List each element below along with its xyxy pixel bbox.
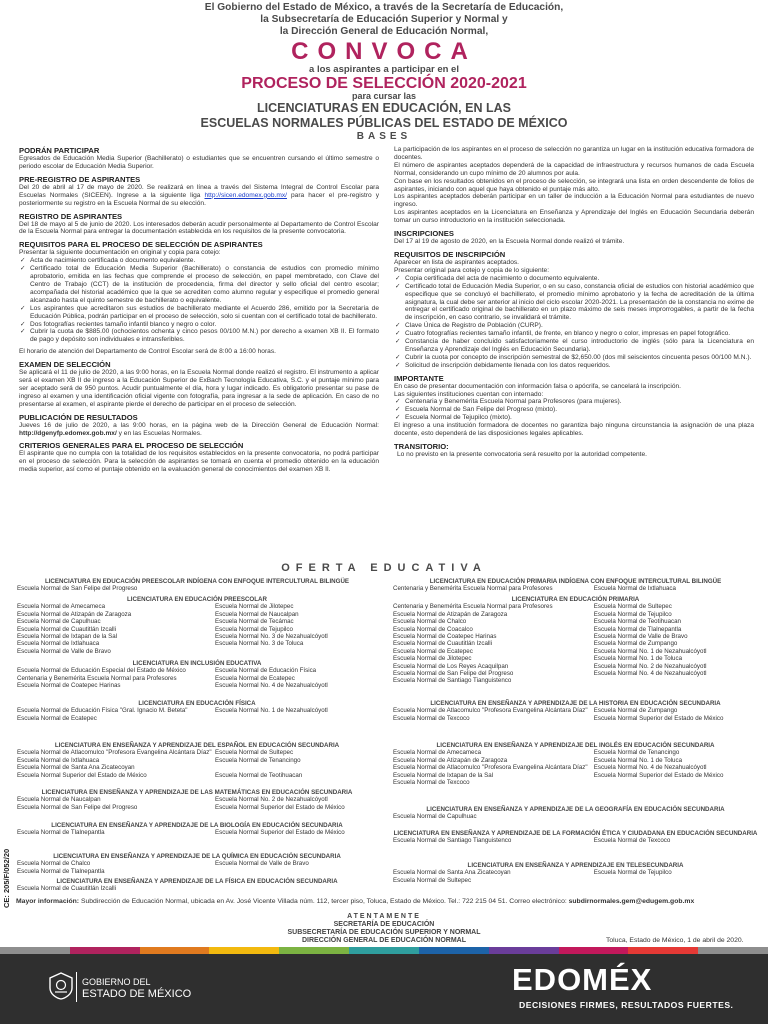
stripe-segment: [0, 947, 70, 954]
escuela-item: Escuela Normal de Sultepec: [215, 749, 294, 757]
escuela-item: Escuela Normal No. 1 de Nezahualcóyotl: [215, 707, 328, 715]
escuela-item: Escuela Normal de Cuautitlán Izcalli: [393, 640, 493, 648]
oferta-row: [17, 764, 377, 771]
criterios-text: El aspirante que no cumpla con la totalidad de los requisitos establecidos en la presente convocatoria, no podrá participar en el proceso de selección. Para la selección de aspirantes se tomará en cuenta el promedio obtenido en la educación media superior, así como el puntaje obtenido en la evaluación general de conocimientos del examen XB II.: [19, 450, 379, 474]
requisito-item: ✓ Dos fotografías recientes tamaño infantil blanco y negro o color.: [19, 321, 379, 329]
oferta-row: [17, 682, 377, 689]
internado-item: ✓ Escuela Normal de San Felipe del Progreso (mixto).: [394, 406, 754, 414]
escuela-item: Escuela Normal de Valle de Bravo: [215, 860, 309, 868]
publicacion-text: [19, 422, 379, 438]
oferta-heading: LICENCIATURA EN EDUCACIÓN PREESCOLAR INDÍGENA CON ENFOQUE INTERCULTURAL BILINGÜE: [44, 578, 350, 585]
escuela-item: Escuela Normal No. 1 de Toluca: [593, 655, 683, 663]
inscripcion-item: ✓ Copia certificada del acta de nacimiento o documento equivalente.: [394, 275, 754, 283]
oferta-row: [17, 796, 377, 803]
oferta-block: [393, 830, 758, 845]
oferta-heading: LICENCIATURA EN ENSEÑANZA Y APRENDIZAJE DE LA FÍSICA EN EDUCACIÓN SECUNDARIA: [56, 878, 338, 885]
escuela-item: Escuela Normal de Tecámac: [215, 618, 294, 626]
oferta-row: [17, 626, 377, 633]
oferta-heading: LICENCIATURA EN ENSEÑANZA Y APRENDIZAJE DEL ESPAÑOL EN EDUCACIÓN SECUNDARIA: [54, 742, 340, 749]
inscripcion-item: ✓ Cuatro fotografías recientes tamaño infantil, de frente, en blanco y negro o color, impresas en papel fotográfico.: [394, 330, 754, 338]
escuela-item: Escuela Normal de Teotihuacan: [593, 618, 681, 626]
oferta-row: [17, 804, 377, 811]
oferta-row: [17, 618, 377, 625]
right-column: [394, 146, 754, 459]
requisitos-text: Presentar la siguiente documentación en original y copia para cotejo:: [19, 249, 221, 257]
oferta-row: [393, 663, 758, 670]
intro-text: El número de aspirantes aceptados dependerá de la capacidad de infraestructura y recursos humanos de cada Escuela Normal, considerando un cupo mínimo de 20 alumnos por aula.: [394, 161, 754, 177]
escuela-item: Escuela Normal de Sultepec: [393, 876, 472, 884]
inscripcion-item: ✓ Cubrir la cuota por concepto de inscripción semestral de $2,650.00 (dos mil seiscientos cincuenta pesos 00/100 M.N.).: [394, 354, 754, 362]
oferta-row: [393, 877, 758, 884]
oferta-row: [393, 715, 758, 722]
escuela-item: Escuela Normal de Ecatepec: [215, 674, 295, 682]
oferta-row: [17, 885, 377, 892]
oferta-row: [393, 603, 758, 610]
stripe-segment: [140, 947, 210, 954]
oferta-row: [17, 648, 377, 655]
sign-line: DIRECCIÓN GENERAL DE EDUCACIÓN NORMAL: [302, 937, 466, 944]
inscripcion-item: ✓ Certificado total de Educación Media Superior, o en su caso, constancia oficial de estudios con historial académico que especifique que se concluyó el bachillerato, el promedio mínimo aprobatorio y la fecha de acreditación de la última asignatura, la cual debe ser anterior al inicio del ciclo escolar 2020-2021. La presentación de la constancia no exime de entregar el certificado original de bachillerato en un plazo máximo de seis meses improrrogables, a partir de la fecha de inscripción, en caso contrario, se invalidará el trámite.: [394, 283, 754, 323]
oferta-row: [17, 667, 377, 674]
escuela-item: Escuela Normal de Texcoco: [393, 779, 470, 787]
convoca-title: CONVOCA: [291, 38, 477, 65]
escuela-item: Escuela Normal de Texcoco: [593, 837, 671, 845]
escuela-item: Escuela Normal de Jilotepec: [215, 603, 294, 611]
oferta-heading: LICENCIATURA EN ENSEÑANZA Y APRENDIZAJE EN TELESECUNDARIA: [467, 862, 684, 869]
escuela-item: Escuela Normal de Santa Ana Zicatecoyan: [17, 764, 135, 772]
requisito-item: ✓ Certificado total de Educación Media Superior (Bachillerato) o constancia de estudios con promedio mínimo aprobatorio, emitida en las fechas que comprende el proceso de selección, en papel membretado, con Clave del Centro de Trabajo (CCT) de la institución de procedencia, firma del director y sello oficial del centro escolar; acompañada del historial académico que la que se acrediten como alumno regular y especifique el promedio general alcanzado hasta el quinto semestre de bachillerato o equivalente.: [19, 265, 379, 305]
escuela-item: Escuela Normal No. 4 de Nezahualcóyotl: [593, 764, 707, 772]
oferta-heading: LICENCIATURA EN EDUCACIÓN PREESCOLAR: [127, 596, 267, 603]
escuela-item: Escuela Normal de Zumpango: [593, 640, 678, 648]
licenciaturas-line-2: ESCUELAS NORMALES PÚBLICAS DEL ESTADO DE MÉXICO: [200, 116, 568, 130]
oferta-row: [393, 655, 758, 662]
requisito-item: ✓ Cubrir la cuota de $885.00 (ochocientos ochenta y cinco pesos 00/100 M.N.) por derecho a examen XB II. El formato de pago y depósito son individuales e intransferibles.: [19, 328, 379, 344]
escuela-item: Escuela Normal de Tejupilco: [215, 625, 293, 633]
oferta-row: [393, 677, 758, 684]
importante-text-1: En caso de presentar documentación con información falsa o apócrifa, se cancelará la inscripción.: [394, 382, 681, 390]
oferta-row: [17, 675, 377, 682]
internado-item: ✓ Centenaria y Benemérita Escuela Normal para Profesores (para mujeres).: [394, 398, 754, 406]
oferta-row: [393, 779, 758, 786]
stripe-segment: [698, 947, 768, 954]
edomex-logo: EDOMÉX: [512, 962, 653, 997]
escuela-item: Escuela Normal de Coacalco: [393, 625, 473, 633]
siceen-link[interactable]: http://sicen.edomex.gob.mx/: [204, 191, 287, 199]
transitorio-text: Lo no previsto en la presente convocatoria será resuelto por la autoridad competente.: [397, 451, 647, 458]
oferta-row: [393, 670, 758, 677]
oferta-row: [393, 585, 758, 592]
oferta-heading: LICENCIATURA EN ENSEÑANZA Y APRENDIZAJE DE LA BIOLOGÍA EN EDUCACIÓN SECUNDARIA: [51, 822, 343, 829]
stripe-segment: [209, 947, 279, 954]
inscripciones-text: Del 17 al 19 de agosto de 2020, en la Escuela Normal donde realizó el trámite.: [394, 238, 625, 246]
intro-text: Los aspirantes aceptados deberán participar en un taller de inducción a la Educación Normal para estudiantes de nuevo ingreso.: [394, 193, 754, 209]
escuela-item: Escuela Normal de Atizapán de Zaragoza: [17, 610, 132, 618]
mayor-label: Mayor información:: [16, 898, 80, 905]
oferta-heading: LICENCIATURA EN ENSEÑANZA Y APRENDIZAJE DE LA QUÍMICA EN EDUCACIÓN SECUNDARIA: [53, 853, 341, 860]
oferta-block: [17, 660, 377, 690]
escuela-item: Escuela Normal de Atlacomulco "Profesora Evangelina Alcántara Díaz": [393, 707, 588, 715]
oferta-block: [17, 700, 377, 722]
oferta-row: [17, 640, 377, 647]
escuela-item: Escuela Normal No. 4 de Nezahualcóyotl: [593, 670, 707, 678]
requisito-item: ✓ Acta de nacimiento certificada o documento equivalente.: [19, 257, 379, 265]
escuela-item: Escuela Normal de Santiago Tianguistenco: [393, 677, 512, 685]
escuela-item: Escuela Normal No. 1 de Toluca: [593, 756, 683, 764]
escuela-item: Escuela Normal de Cuautitlán Izcalli: [17, 885, 117, 893]
stripe-segment: [349, 947, 419, 954]
escuela-item: Escuela Normal de Tlalnepantla: [593, 625, 682, 633]
escuela-item: Escuela Normal de Chalco: [17, 860, 91, 868]
escuela-item: Centenaria y Benemérita Escuela Normal para Profesores: [393, 585, 553, 593]
stripe-segment: [419, 947, 489, 954]
escuela-item: Escuela Normal de Teotihuacan: [215, 771, 303, 779]
importante-heading: IMPORTANTE: [394, 373, 444, 383]
horario-text: El horario de atención del Departamento de Control Escolar será de 8:00 a 16:00 horas.: [19, 348, 276, 356]
side-code: [2, 828, 12, 908]
escuela-item: Escuela Normal de Naucalpan: [215, 610, 299, 618]
oferta-heading: LICENCIATURA EN ENSEÑANZA Y APRENDIZAJE DE LA FORMACIÓN ÉTICA Y CIUDADANA EN EDUCACIÓN SECUNDARIA: [393, 830, 758, 837]
requisitos-heading: REQUISITOS PARA EL PROCESO DE SELECCIÓN DE ASPIRANTES: [19, 240, 263, 250]
podran-heading: PODRÁN PARTICIPAR: [19, 146, 100, 155]
escuela-item: Escuela Normal de Chalco: [393, 618, 467, 626]
gov-line-2: la Subsecretaría de Educación Superior y Normal y: [260, 14, 508, 25]
oferta-block: [17, 878, 377, 893]
podran-text: Egresados de Educación Media Superior (Bachillerato) o estudiantes que se encuentren cursando el último semestre o periodo escolar de Educación Media Superior.: [19, 155, 379, 170]
escuela-item: Escuela Normal de Educación Física: [215, 667, 317, 675]
escuela-item: Escuela Normal No. 3 de Nezahualcóyotl: [215, 633, 328, 641]
publicacion-text-2: y en las Escuelas Normales.: [118, 429, 202, 437]
mayor-informacion: [16, 898, 756, 906]
escuela-item: Escuela Normal de Amecameca: [17, 603, 106, 611]
oferta-row: [17, 757, 377, 764]
gov-line-1: El Gobierno del Estado de México, a través de la Secretaría de Educación,: [204, 2, 564, 13]
oferta-row: [393, 611, 758, 618]
stripe-segment: [559, 947, 629, 954]
oferta-row: [17, 633, 377, 640]
gobierno-line-1: GOBIERNO DEL: [82, 977, 151, 987]
escuela-item: Escuela Normal de Ixtapan de la Sal: [393, 771, 494, 779]
oferta-title: OFERTA EDUCATIVA: [281, 562, 487, 574]
escuela-item: Escuela Normal de Tlalnepantla: [17, 829, 105, 837]
escuela-item: Escuela Normal de Coatepec Harinas: [393, 633, 497, 641]
oferta-block: [17, 789, 377, 811]
licenciaturas-line-1: LICENCIATURAS EN EDUCACIÓN, EN LAS: [257, 101, 511, 115]
escuela-item: Escuela Normal Superior del Estado de México: [593, 771, 724, 779]
registro-text: Del 18 de mayo al 5 de junio de 2020. Los interesados deberán acudir personalmente al Departamento de Control Escolar de la Escuela Normal para entregar la documentación establecida en los requisitos de la presente convocatoria.: [19, 220, 379, 236]
gobierno-logo: [82, 976, 191, 1000]
oferta-row: [393, 869, 758, 876]
stripe-segment: [628, 947, 698, 954]
oferta-heading: LICENCIATURA EN ENSEÑANZA Y APRENDIZAJE DE LA HISTORIA EN EDUCACIÓN SECUNDARIA: [430, 700, 721, 707]
publicacion-heading: PUBLICACIÓN DE RESULTADOS: [19, 412, 138, 422]
criterios-heading: CRITERIOS GENERALES PARA EL PROCESO DE SELECCIÓN: [19, 441, 244, 451]
email-link[interactable]: subdirnormales.gem@edugem.gob.mx: [568, 898, 695, 905]
pre-registro-text: [19, 184, 379, 208]
oferta-block: [17, 578, 377, 593]
escuela-item: Escuela Normal No. 2 de Nezahualcóyotl: [215, 796, 328, 804]
bases-title: BASES: [356, 131, 412, 142]
color-stripe: [0, 947, 768, 954]
side-code-text: CE: 205/F/052/20: [2, 848, 11, 908]
escuela-item: Escuela Normal de Tenancingo: [215, 756, 301, 764]
escuela-item: Escuela Normal de Ixtapan de la Sal: [17, 633, 118, 641]
oferta-block: [17, 853, 377, 875]
inscripciones-heading: INSCRIPCIONES: [394, 229, 454, 239]
cursar-line: para cursar las: [351, 91, 417, 101]
escuela-item: Escuela Normal de Educación Especial del Estado de México: [17, 667, 186, 675]
oferta-heading: LICENCIATURA EN EDUCACIÓN FÍSICA: [138, 700, 256, 707]
escuela-item: Escuela Normal de Tlalnepantla: [17, 867, 105, 875]
gobierno-line-2: ESTADO DE MÉXICO: [82, 988, 192, 1000]
internado-item: ✓ Escuela Normal de Tejupilco (mixto).: [394, 414, 754, 422]
escuela-item: Escuela Normal de Jilotepec: [393, 655, 472, 663]
escuela-item: Escuela Normal de Ixtlahuaca: [593, 585, 676, 593]
stripe-segment: [70, 947, 140, 954]
oferta-row: [393, 837, 758, 844]
publicacion-text-1: Jueves 16 de julio de 2020, a las 9:00 horas, en la página web de la Dirección General de Educación Normal:: [19, 421, 379, 429]
oferta-row: [393, 764, 758, 771]
escuela-item: Escuela Normal de Atizapán de Zaragoza: [393, 610, 508, 618]
escuela-item: Escuela Normal de Tejupilco: [593, 869, 672, 877]
stripe-segment: [489, 947, 559, 954]
oferta-block: [17, 596, 377, 655]
escuela-item: Escuela Normal de Ixtlahuaca: [17, 640, 100, 648]
oferta-row: [17, 749, 377, 756]
oferta-row: [17, 715, 377, 722]
mayor-text: Subdirección de Educación Normal, ubicada en Av. José Vicente Villada núm. 112, tercer piso, Toluca, Estado de México. Tel.: 722 215 04 51. Correo electrónico:: [80, 898, 567, 905]
escuela-item: Escuela Normal de Tejupilco: [593, 610, 672, 618]
escuela-item: Escuela Normal de Capulhuac: [393, 813, 477, 821]
escuela-item: Escuela Normal de San Felipe del Progreso: [17, 803, 138, 811]
oferta-heading: LICENCIATURA EN EDUCACIÓN PRIMARIA: [511, 596, 640, 603]
oferta-row: [17, 585, 377, 592]
pre-registro-text-2: para hacer el pre-registro y posteriormente su registro en la Escuela Normal de su elección.: [19, 191, 379, 207]
escuela-item: Escuela Normal de Atizapán de Zaragoza: [393, 756, 508, 764]
escuela-item: Escuela Normal de Coatepec Harinas: [17, 682, 121, 690]
crest-icon: [48, 972, 74, 1000]
intro-text: Con base en los resultados obtenidos en el proceso de selección, se integrará una lista en orden descendente de folios de aspirantes, iniciando con aquel que haya obtenido el puntaje más alto.: [394, 177, 754, 193]
oferta-row: [393, 618, 758, 625]
escuela-item: Escuela Normal de Valle de Bravo: [17, 647, 111, 655]
escuela-item: Centenaria y Benemérita Escuela Normal para Profesores: [17, 674, 177, 682]
sign-line: SECRETARÍA DE EDUCACIÓN: [333, 921, 435, 928]
escuela-item: Escuela Normal de Ecatepec: [17, 714, 97, 722]
oferta-block: [17, 822, 377, 837]
oferta-heading: LICENCIATURA EN ENSEÑANZA Y APRENDIZAJE DE LAS MATEMÁTICAS EN EDUCACIÓN SECUNDARIA: [41, 789, 353, 796]
escuela-item: Escuela Normal de Zumpango: [593, 707, 678, 715]
escuela-item: Escuela Normal de San Felipe del Progreso: [17, 585, 138, 593]
escuela-item: Escuela Normal No. 1 de Nezahualcóyotl: [593, 647, 707, 655]
transitorio-heading: TRANSITORIO:: [394, 442, 449, 451]
escuela-item: Escuela Normal de Naucalpan: [17, 796, 101, 804]
importante-text-3: El ingreso a una institución formadora de docentes no garantiza bajo ninguna circunstancia la asignación de una plaza docente, esto dependerá de las disposiciones legales aplicables.: [394, 422, 754, 438]
escuela-item: Escuela Normal de San Felipe del Progreso: [393, 670, 514, 678]
gov-line-3: la Dirección General de Educación Normal,: [279, 26, 489, 37]
oferta-row: [17, 707, 377, 714]
oferta-row: [17, 868, 377, 875]
sign-line: SUBSECRETARÍA DE EDUCACIÓN SUPERIOR Y NORMAL: [287, 929, 481, 936]
oferta-row: [393, 772, 758, 779]
escuela-item: Escuela Normal de Santa Ana Zicatecoyan: [393, 869, 511, 877]
oferta-row: [393, 648, 758, 655]
oferta-heading: LICENCIATURA EN ENSEÑANZA Y APRENDIZAJE DE LA GEOGRAFÍA EN EDUCACIÓN SECUNDARIA: [426, 806, 725, 813]
escuela-item: Escuela Normal de Valle de Bravo: [593, 633, 688, 641]
escuela-item: Escuela Normal Superior del Estado de México: [17, 771, 147, 779]
escuela-item: Escuela Normal de Texcoco: [393, 714, 470, 722]
examen-heading: EXAMEN DE SELECCIÓN: [19, 360, 111, 370]
proceso-title: PROCESO DE SELECCIÓN 2020-2021: [241, 75, 527, 92]
oferta-row: [17, 603, 377, 610]
escuela-item: Escuela Normal de Educación Física "Gral. Ignacio M. Beteta": [17, 707, 188, 715]
oferta-row: [393, 757, 758, 764]
inscripcion-item: ✓ Solicitud de inscripción debidamente llenada con los datos requeridos.: [394, 362, 754, 370]
oferta-block: [393, 700, 758, 722]
escuela-item: Escuela Normal de Cuautitlán Izcalli: [17, 625, 117, 633]
footer-divider: [76, 972, 77, 1002]
escuela-item: Escuela Normal No. 3 de Toluca: [215, 640, 304, 648]
escuela-item: Escuela Normal No. 4 de Nezahualcóyotl: [215, 682, 328, 690]
escuela-item: Escuela Normal de Ecatepec: [393, 647, 473, 655]
escuela-item: Escuela Normal Superior del Estado de México: [593, 714, 724, 722]
header: [0, 2, 768, 142]
oferta-row: [17, 772, 377, 779]
oferta-heading: LICENCIATURA EN EDUCACIÓN PRIMARIA INDÍGENA CON ENFOQUE INTERCULTURAL BILINGÜE: [429, 578, 722, 585]
oferta-row: [17, 611, 377, 618]
oferta-block: [393, 742, 758, 786]
oferta-block: [393, 806, 758, 821]
inscripcion-item: ✓ Constancia de haber concluido satisfactoriamente el curso introductorio de inglés (sólo para la Licenciatura en Enseñanza y Aprendizaje del Inglés en Educación Secundaria).: [394, 338, 754, 354]
escuela-item: Escuela Normal de Ixtlahuaca: [17, 756, 100, 764]
examen-text: Se aplicará el 11 de julio de 2020, a las 9:00 horas, en la Escuela Normal donde realizó el registro. El instrumento a aplicar será el examen XB II de ingreso a la Educación Superior de ExBach Tecnología Educativa, S.C. y el puntaje mínimo para ser aceptado será de 950 puntos. Acudir puntualmente el día, hora y lugar indicado. Es obligatorio presentar su pase de ingreso al examen y una identificación oficial vigente con fotografía, para ingresar a la sede de aplicación. En caso de no presentarse al examen, el aspirante pierde el derecho de participar en el proceso de selección.: [19, 369, 379, 408]
escuela-item: Escuela Normal de Atlacomulco "Profesora Evangelina Alcántara Díaz": [393, 764, 588, 772]
fecha: Toluca, Estado de México, 1 de abril de 2020.: [606, 937, 744, 944]
aspirantes-line: a los aspirantes a participar en el: [309, 64, 459, 75]
importante-text-2: Las siguientes instituciones cuentan con internado:: [394, 390, 544, 398]
pre-registro-heading: PRE-REGISTRO DE ASPIRANTES: [19, 174, 141, 184]
intro-text: Los aspirantes aceptados en la Licenciatura en Enseñanza y Aprendizaje del Inglés en Educación Secundaria deberán tomar un curso introductorio en la institución seleccionada.: [394, 209, 754, 225]
escuela-item: Escuela Normal de Tenancingo: [593, 749, 680, 757]
oferta-block: [393, 596, 758, 685]
escuela-item: Escuela Normal de Amecameca: [393, 749, 482, 757]
oferta-block: [17, 742, 377, 779]
escuela-item: Escuela Normal No. 2 de Nezahualcóyotl: [593, 662, 707, 670]
footer: [0, 954, 768, 1024]
escuela-item: Escuela Normal de Santiago Tianguistenco: [393, 837, 512, 845]
escuela-item: Centenaria y Benemérita Escuela Normal para Profesores: [393, 603, 553, 611]
oferta-block: [393, 862, 758, 884]
requisitos-inscripcion-text-2: Presentar original para cotejo y copia de lo siguiente:: [394, 266, 550, 274]
atentamente: ATENTAMENTE: [347, 913, 421, 920]
oferta-block: [393, 578, 758, 593]
left-column: [19, 146, 379, 474]
oferta-heading: LICENCIATURA EN INCLUSIÓN EDUCATIVA: [132, 660, 262, 667]
oferta-row: [17, 829, 377, 836]
bases-columns: [19, 146, 754, 556]
escuela-item: Escuela Normal de Sultepec: [593, 603, 672, 611]
lema: DECISIONES FIRMES, RESULTADOS FUERTES.: [519, 1000, 734, 1010]
oferta-row: [393, 633, 758, 640]
requisito-item: ✓ Los aspirantes que acreditaron sus estudios de bachillerato mediante el Acuerdo 286, emitido por la Secretaría de Educación Pública, podrán participar en el proceso de selección, solo si cuentan con el certificado total de bachillerato.: [19, 305, 379, 321]
oferta-row: [393, 707, 758, 714]
escuela-item: Escuela Normal Superior del Estado de México: [215, 803, 345, 811]
escuela-item: Escuela Normal de Los Reyes Acaquilpan: [393, 662, 509, 670]
registro-heading: REGISTRO DE ASPIRANTES: [19, 211, 123, 221]
oferta-heading: LICENCIATURA EN ENSEÑANZA Y APRENDIZAJE DEL INGLÉS EN EDUCACIÓN SECUNDARIA: [436, 742, 715, 749]
oferta-row: [393, 640, 758, 647]
stripe-segment: [279, 947, 349, 954]
requisitos-inscripcion-text-1: Aparecer en lista de aspirantes aceptados.: [394, 258, 519, 266]
inscripcion-item: ✓ Clave Única de Registro de Población (CURP).: [394, 322, 754, 330]
escuela-item: Escuela Normal de Capulhuac: [17, 618, 101, 626]
requisitos-inscripcion-heading: REQUISITOS DE INSCRIPCIÓN: [394, 249, 506, 259]
oferta-row: [17, 860, 377, 867]
escuela-item: Escuela Normal Superior del Estado de México: [215, 829, 345, 837]
oferta-row: [393, 749, 758, 756]
pre-registro-text-1: Del 20 de abril al 17 de mayo de 2020. Se realizará en línea a través del Sistema Integral de Control Escolar para Escuelas Normales (SICEEN). Ingrese a la siguiente liga: [19, 183, 379, 199]
oferta-row: [393, 813, 758, 820]
dgenyfp-link[interactable]: http://dgenyfp.edomex.gob.mx/: [19, 429, 117, 437]
intro-text: La participación de los aspirantes en el proceso de selección no garantiza un lugar en la institución educativa formadora de docentes.: [394, 146, 754, 161]
oferta-row: [393, 626, 758, 633]
escuela-item: Escuela Normal de Atlacomulco "Profesora Evangelina Alcántara Díaz": [17, 749, 212, 757]
